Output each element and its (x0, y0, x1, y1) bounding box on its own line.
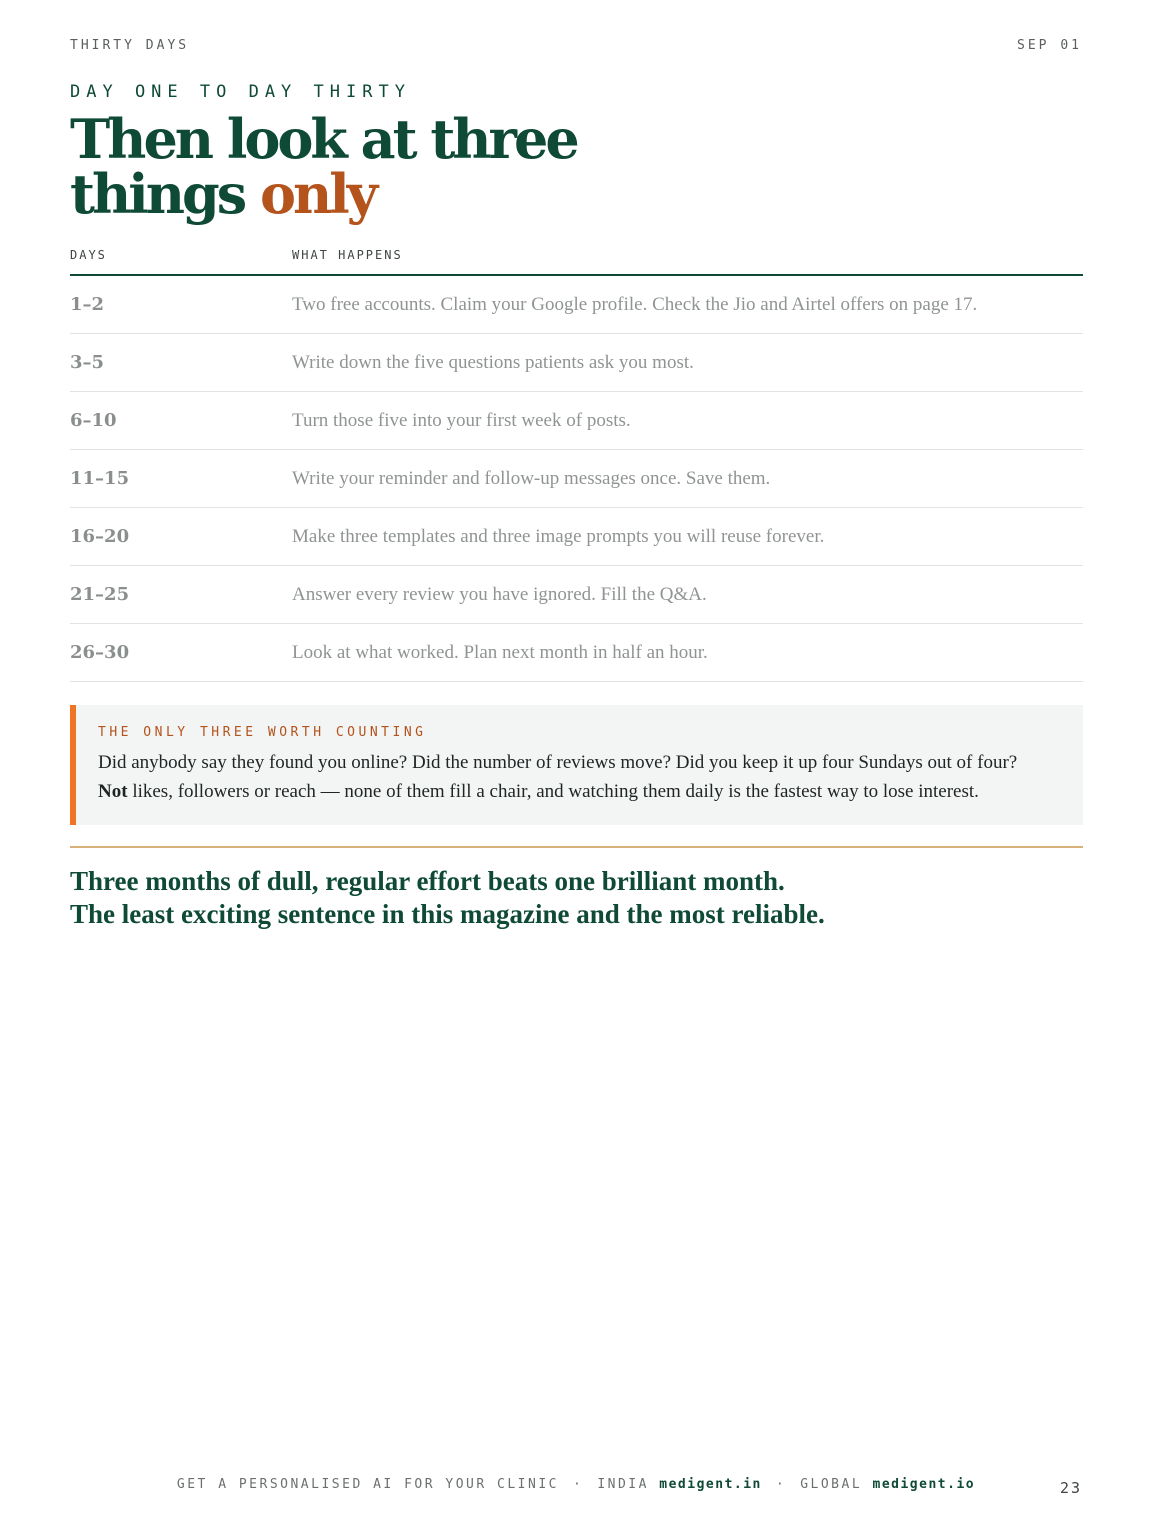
kicker: DAY ONE TO DAY THIRTY (70, 82, 411, 102)
footer-india-link[interactable]: medigent.in (659, 1477, 762, 1492)
row-what: Write down the five questions patients ask you most. (292, 351, 694, 373)
row-what: Write your reminder and follow-up messages once. Save them. (292, 467, 771, 489)
callout-label: THE ONLY THREE WORTH COUNTING (98, 725, 427, 740)
footer-india-label: INDIA (597, 1477, 649, 1492)
schedule-table (70, 248, 1083, 682)
row-what: Make three templates and three image prompts you will reuse forever. (292, 525, 825, 547)
callout-box (70, 705, 1083, 825)
closing-line-1: Three months of dull, regular effort beats one brilliant month. (70, 866, 785, 896)
callout-emphasis: Not (98, 781, 128, 802)
column-header-what: WHAT HAPPENS (292, 248, 403, 262)
headline-line-1: Then look at three (70, 107, 577, 171)
row-days: 16–20 (70, 526, 130, 547)
page-title (70, 107, 577, 226)
callout-line-2: likes, followers or reach — none of them fill a chair, and watching them daily is the fastest way to lose interest. (127, 781, 979, 802)
footer (0, 1477, 1152, 1492)
row-days: 26–30 (70, 642, 130, 663)
headline-line-2: things (70, 162, 245, 226)
table-row (70, 276, 1083, 334)
footer-global-link[interactable]: medigent.io (872, 1477, 976, 1492)
row-days: 6–10 (70, 410, 117, 431)
row-what: Look at what worked. Plan next month in half an hour. (292, 641, 708, 663)
column-header-days: DAYS (70, 248, 107, 262)
table-row (70, 624, 1083, 682)
row-what: Two free accounts. Claim your Google profile. Check the Jio and Airtel offers on page 17. (292, 293, 978, 315)
callout-body (98, 748, 1083, 806)
row-days: 11–15 (70, 468, 130, 489)
closing-line-2: The least exciting sentence in this magazine and the most reliable. (70, 899, 825, 929)
footer-separator: · (775, 1477, 787, 1492)
table-row (70, 450, 1083, 508)
closing-statement (70, 865, 825, 931)
section-label: THIRTY DAYS (70, 38, 190, 53)
divider (70, 846, 1083, 848)
row-what: Answer every review you have ignored. Fill the Q&A. (292, 583, 707, 605)
row-days: 1–2 (70, 294, 105, 315)
table-row (70, 566, 1083, 624)
table-row (70, 508, 1083, 566)
row-what: Turn those five into your first week of posts. (292, 409, 631, 431)
callout-line-1: Did anybody say they found you online? Did the number of reviews move? Did you keep it up four Sundays out of four? (98, 752, 1018, 773)
issue-date: SEP 01 (1017, 38, 1082, 53)
row-days: 3–5 (70, 352, 105, 373)
headline-accent: only (259, 162, 376, 226)
table-row (70, 392, 1083, 450)
table-row (70, 334, 1083, 392)
row-days: 21–25 (70, 584, 130, 605)
page-number: 23 (1059, 1479, 1082, 1497)
footer-separator: · (572, 1477, 584, 1492)
footer-global-label: GLOBAL (800, 1477, 863, 1492)
footer-cta: GET A PERSONALISED AI FOR YOUR CLINIC (176, 1477, 559, 1492)
table-header (70, 248, 1083, 276)
